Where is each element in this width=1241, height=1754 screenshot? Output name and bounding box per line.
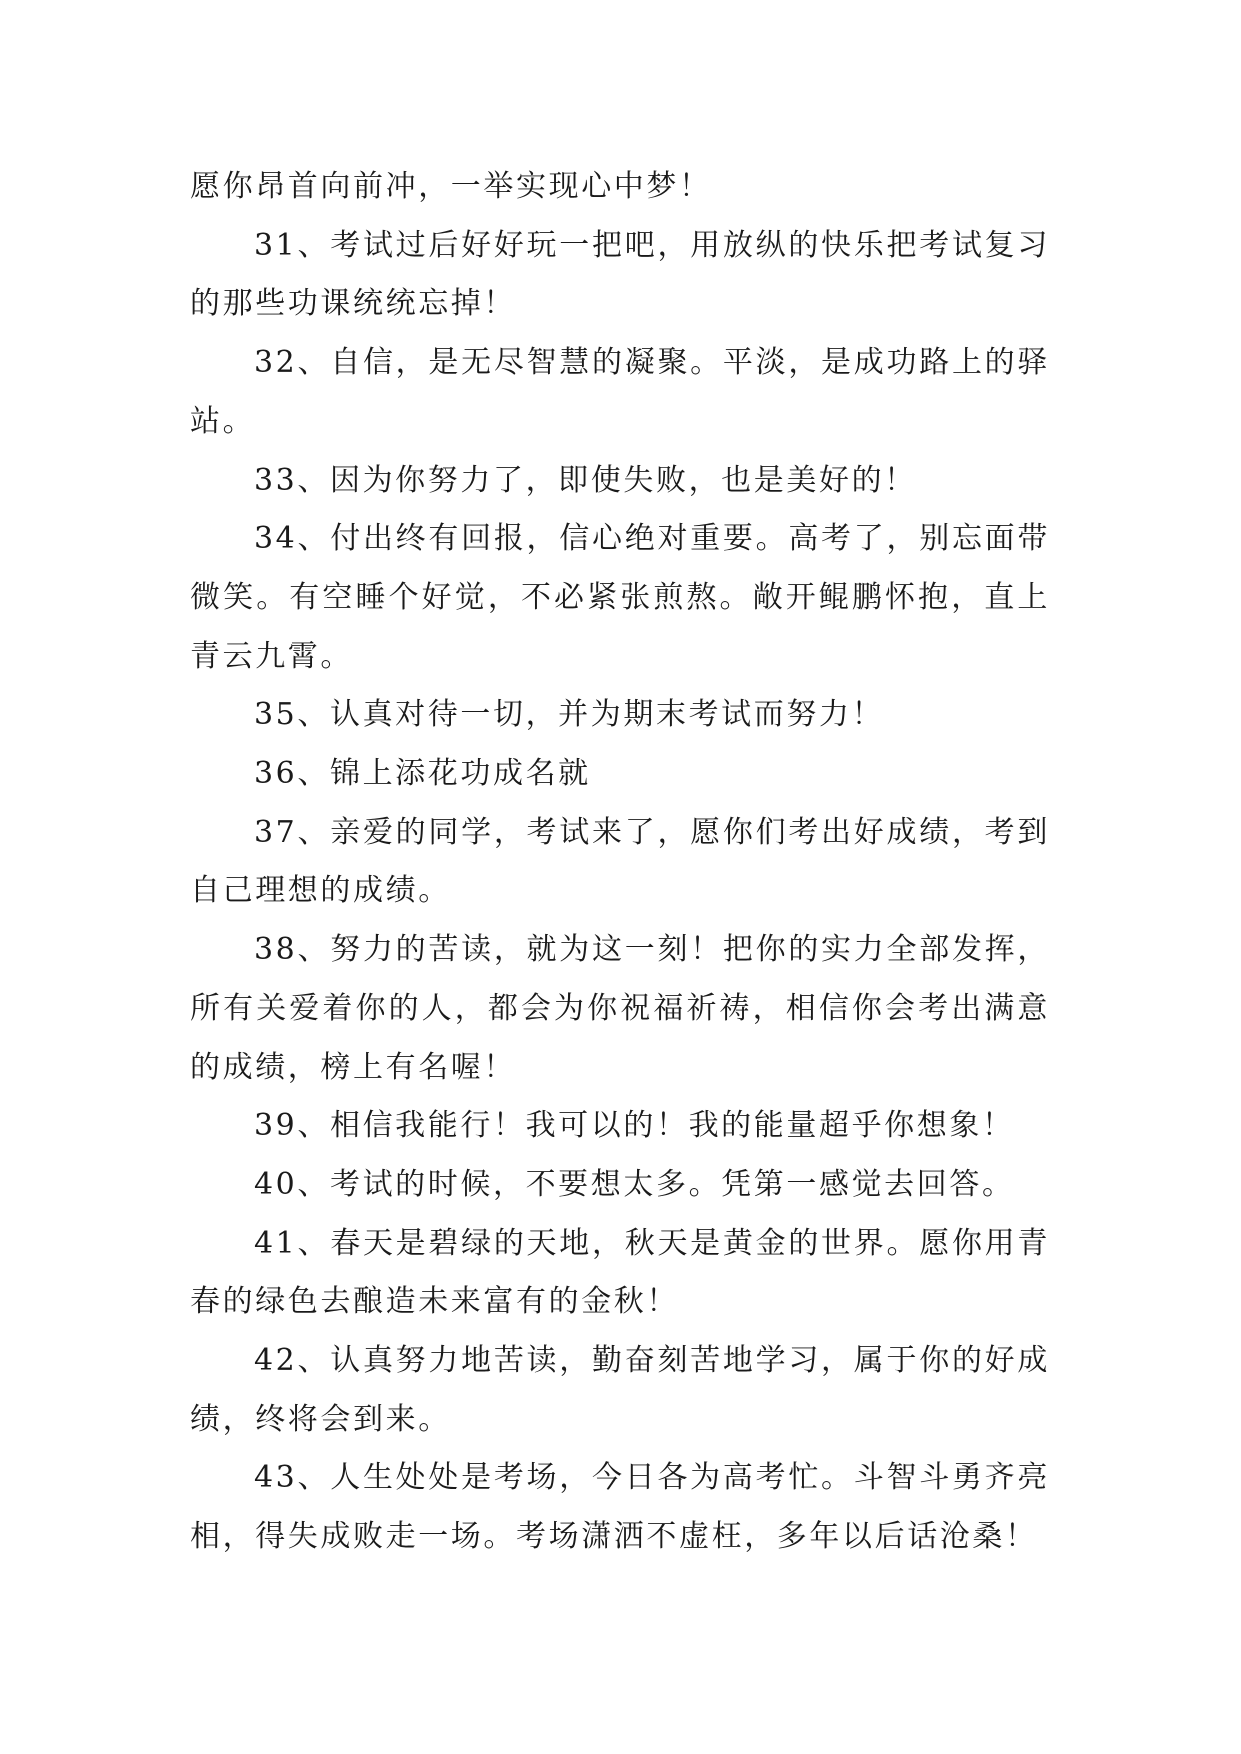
- paragraph: 39、相信我能行！我可以的！我的能量超乎你想象！: [254, 1108, 1015, 1144]
- paragraph: 35、认真对待一切，并为期末考试而努力！: [254, 697, 885, 733]
- paragraph: 37、亲爱的同学，考试来了，愿你们考出好成绩，考到自己理想的成绩。: [190, 814, 1050, 909]
- paragraph: 32、自信，是无尽智慧的凝聚。平淡，是成功路上的驿站。: [190, 345, 1050, 439]
- paragraph: 33、因为你努力了，即使失败，也是美好的！: [254, 462, 917, 498]
- paragraph: 41、春天是碧绿的天地，秋天是黄金的世界。愿你用青春的绿色去酿造未来富有的金秋！: [190, 1225, 1050, 1320]
- paragraph: 40、考试的时候，不要想太多。凭第一感觉去回答。: [254, 1166, 1015, 1202]
- paragraph: 31、考试过后好好玩一把吧，用放纵的快乐把考试复习的那些功课统统忘掉！: [190, 227, 1050, 322]
- paragraph: 愿你昂首向前冲，一举实现心中梦！: [190, 169, 712, 204]
- paragraph: 34、付出终有回报，信心绝对重要。高考了，别忘面带微笑。有空睡个好觉，不必紧张煎熬。敞开鲲鹏怀抱，直上青云九霄。: [190, 521, 1050, 674]
- document-body: [190, 158, 1050, 1567]
- paragraph: 42、认真努力地苦读，勤奋刻苦地学习，属于你的好成绩，终将会到来。: [190, 1343, 1050, 1437]
- paragraph: 36、锦上添花功成名就: [254, 756, 591, 792]
- paragraph: 43、人生处处是考场，今日各为高考忙。斗智斗勇齐亮相，得失成败走一场。考场潇洒不虚枉，多年以后话沧桑！: [190, 1460, 1050, 1555]
- paragraph: 38、努力的苦读，就为这一刻！把你的实力全部发挥，所有关爱着你的人，都会为你祝福祈祷，相信你会考出满意的成绩，榜上有名喔！: [190, 932, 1050, 1085]
